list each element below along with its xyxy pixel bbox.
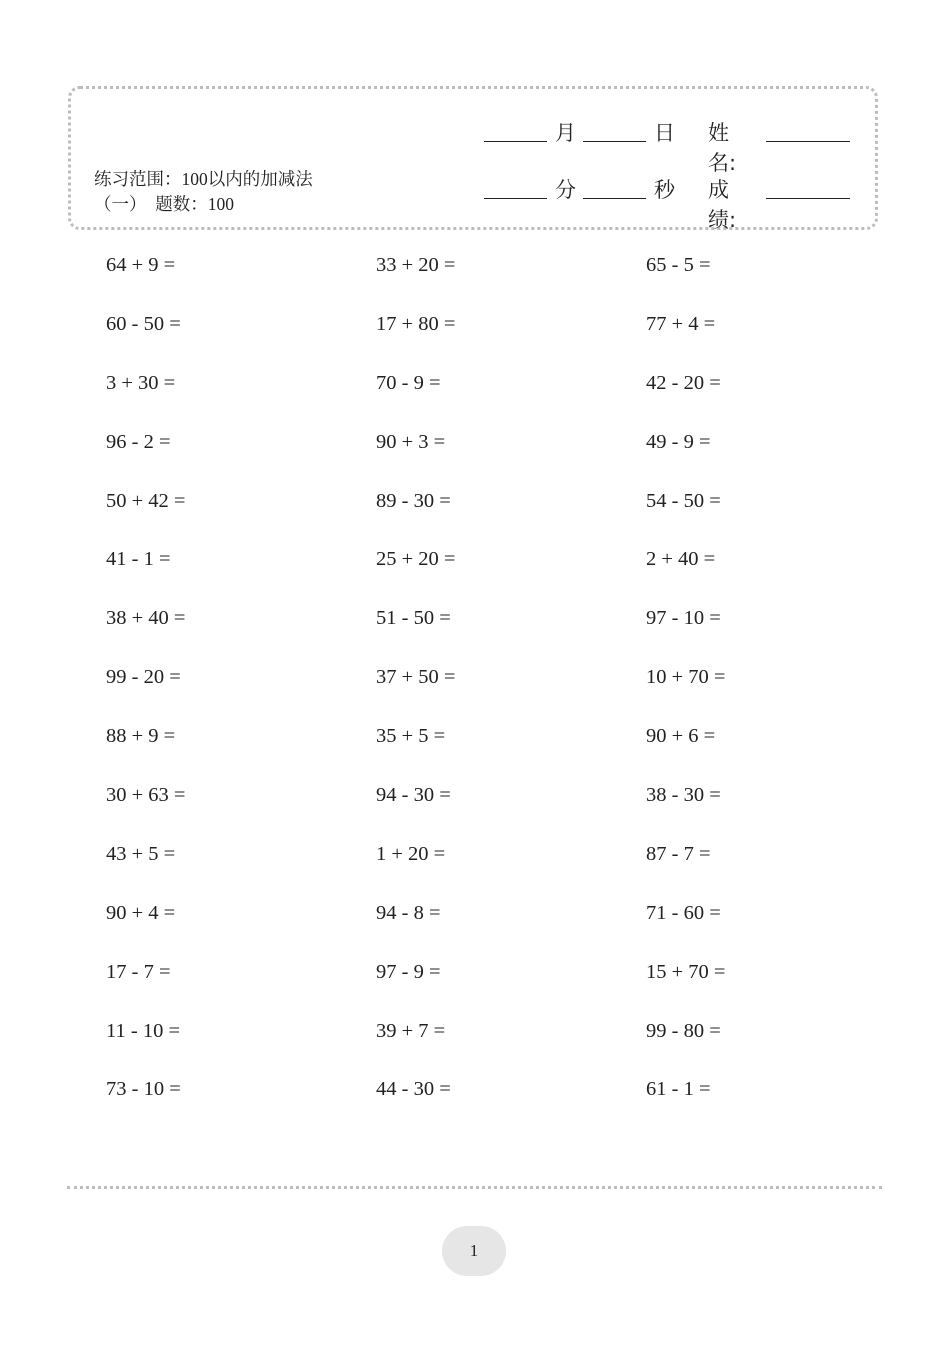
problem-item: 89 - 30 = [376, 489, 451, 512]
problem-item: 15 + 70 = [646, 960, 726, 983]
problem-item: 49 - 9 = [646, 430, 711, 453]
problem-item: 38 + 40 = [106, 607, 186, 630]
problem-item: 10 + 70 = [646, 666, 726, 689]
score-label: 成绩: [708, 178, 737, 232]
practice-scope [94, 167, 364, 217]
problem-item: 30 + 63 = [106, 784, 186, 807]
problem-item: 97 - 9 = [376, 960, 441, 983]
problem-item: 73 - 10 = [106, 1078, 181, 1101]
second-blank[interactable] [583, 198, 646, 199]
problem-item: 39 + 7 = [376, 1019, 446, 1042]
problem-item: 38 - 30 = [646, 784, 721, 807]
problem-item: 25 + 20 = [376, 548, 456, 571]
problem-item: 60 - 50 = [106, 312, 181, 335]
problem-item: 3 + 30 = [106, 371, 176, 394]
problem-item: 99 - 80 = [646, 1019, 721, 1042]
problem-item: 50 + 42 = [106, 489, 186, 512]
day-label: 日 [654, 121, 675, 145]
day-blank[interactable] [583, 141, 646, 142]
problem-item: 61 - 1 = [646, 1078, 711, 1101]
problem-item: 71 - 60 = [646, 901, 721, 924]
problem-item: 33 + 20 = [376, 254, 456, 276]
problem-item: 11 - 10 = [106, 1019, 181, 1042]
score-blank[interactable] [766, 198, 850, 199]
minute-blank[interactable] [484, 198, 547, 199]
second-label: 秒 [654, 178, 675, 202]
problem-item: 87 - 7 = [646, 842, 711, 865]
problem-item: 90 + 4 = [106, 901, 176, 924]
problem-item: 90 + 3 = [376, 430, 446, 453]
problem-item: 99 - 20 = [106, 666, 181, 689]
problem-item: 17 - 7 = [106, 960, 171, 983]
problem-item: 54 - 50 = [646, 489, 721, 512]
minute-label: 分 [555, 178, 576, 202]
page-number: 1 [442, 1226, 506, 1276]
problem-item: 17 + 80 = [376, 312, 456, 335]
problem-item: 51 - 50 = [376, 607, 451, 630]
problem-item: 43 + 5 = [106, 842, 176, 865]
problem-item: 64 + 9 = [106, 254, 176, 276]
problem-item: 1 + 20 = [376, 842, 446, 865]
scope-title: 练习范围：100以内的加减法 [94, 169, 313, 189]
problem-item: 2 + 40 = [646, 548, 716, 571]
problem-item: 88 + 9 = [106, 725, 176, 748]
problem-item: 97 - 10 = [646, 607, 721, 630]
month-label: 月 [555, 121, 576, 145]
problem-item: 94 - 30 = [376, 784, 451, 807]
problem-item: 94 - 8 = [376, 901, 441, 924]
problem-item: 44 - 30 = [376, 1078, 451, 1101]
name-label: 姓名: [708, 121, 737, 175]
problem-item: 65 - 5 = [646, 254, 711, 276]
name-blank[interactable] [766, 141, 850, 142]
problem-item: 96 - 2 = [106, 430, 171, 453]
problem-item: 70 - 9 = [376, 371, 441, 394]
problem-item: 42 - 20 = [646, 371, 721, 394]
problem-item: 90 + 6 = [646, 725, 716, 748]
problem-item: 77 + 4 = [646, 312, 716, 335]
month-blank[interactable] [484, 141, 547, 142]
problem-grid [106, 251, 916, 1134]
question-count: （一） 题数：100 [94, 194, 234, 214]
problem-item: 41 - 1 = [106, 548, 171, 571]
footer-divider [67, 1186, 882, 1189]
problem-item: 37 + 50 = [376, 666, 456, 689]
problem-item: 35 + 5 = [376, 725, 446, 748]
